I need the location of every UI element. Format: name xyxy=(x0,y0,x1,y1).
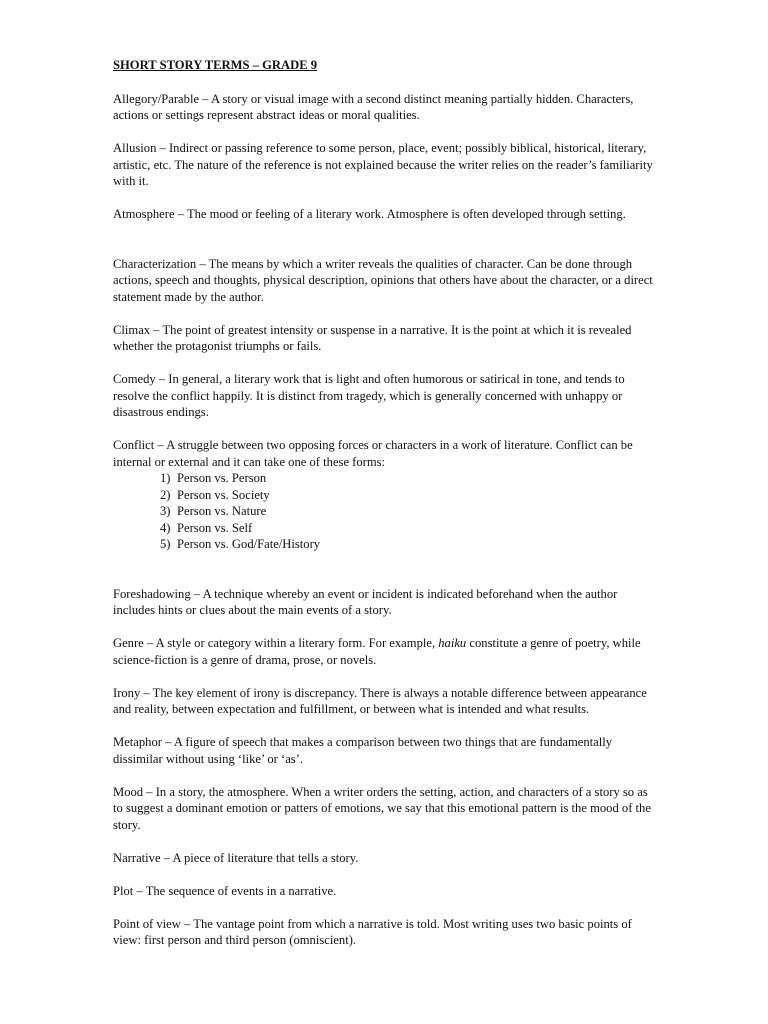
definition: The mood or feeling of a literary work. Atmosphere is often developed through setting. xyxy=(186,207,626,221)
term: Mood xyxy=(113,784,144,799)
term: Atmosphere xyxy=(113,207,175,221)
conflict-forms-list xyxy=(113,470,658,553)
list-number: 5) xyxy=(160,537,171,551)
entry-characterization: Characterization – The means by which a writer reveals the qualities of character. Can be done through actions, speech and thoughts, physical description, opinions that others have about the character, or a direct statement made by the author. xyxy=(113,256,653,304)
definition: A struggle between two opposing forces or characters in a work of literature. Conflict can be internal or external and it can take one of these forms: xyxy=(113,438,633,469)
term: Climax xyxy=(113,322,151,337)
entry-point-of-view: Point of view – The vantage point from which a narrative is told. Most writing uses two basic points of view: first person and third person (omniscient). xyxy=(113,916,632,947)
entry-foreshadowing: Foreshadowing – A technique whereby an event or incident is indicated beforehand when the author includes hints or clues about the main events of a story. xyxy=(113,586,618,617)
list-number: 1) xyxy=(160,471,171,485)
term: Comedy xyxy=(113,372,156,386)
document-title: SHORT STORY TERMS – GRADE 9 xyxy=(113,58,318,72)
definition: A technique whereby an event or incident is indicated beforehand when the author includes hints or clues about the main events of a story. xyxy=(113,586,618,617)
term: Genre xyxy=(113,636,144,650)
list-text: Person vs. Nature xyxy=(177,504,267,518)
term: Conflict xyxy=(113,438,155,452)
definition: The point of greatest intensity or suspense in a narrative. It is the point at which it is revealed whether the protagonist triumphs or fails. xyxy=(113,322,632,353)
document-body xyxy=(113,57,658,965)
term: Narrative xyxy=(113,850,161,865)
entry-climax: Climax – The point of greatest intensity or suspense in a narrative. It is the point at which it is revealed whether the protagonist triumphs or fails. xyxy=(113,322,632,353)
entry-comedy: Comedy – In general, a literary work that is light and often humorous or satirical in tone, and tends to resolve the conflict happily. It is distinct from tragedy, which is generally concerned with unhappy or disastrous endings. xyxy=(113,372,625,419)
definition: A figure of speech that makes a comparison between two things that are fundamentally dissimilar without using ‘like’ or ‘as’. xyxy=(113,735,613,766)
list-text: Person vs. Society xyxy=(177,487,270,502)
entry-genre: Genre – A style or category within a literary form. For example, haiku constitute a genre of poetry, while science-fiction is a genre of drama, prose, or novels. xyxy=(113,636,641,667)
list-item xyxy=(160,520,658,537)
entry-atmosphere: Atmosphere – The mood or feeling of a literary work. Atmosphere is often developed through setting. xyxy=(113,207,626,221)
entry-conflict: Conflict – A struggle between two opposing forces or characters in a work of literature. Conflict can be internal or external and it can take one of these forms: 1) Person vs. Person 2) Person vs. Society 3) Person vs. Nature 4) Person vs. Self 5) Person vs. God/Fate/History xyxy=(113,437,658,553)
list-number: 2) xyxy=(160,487,171,502)
entry-allegory: Allegory/Parable – A story or visual image with a second distinct meaning partially hidden. Characters, actions or settings represent abstract ideas or moral qualities. xyxy=(113,91,634,122)
definition: The means by which a writer reveals the qualities of character. Can be done through actions, speech and thoughts, physical description, opinions that others have about the character, or a direct statement made by the author. xyxy=(113,256,653,304)
definition: The key element of irony is discrepancy. There is always a notable difference between appearance and reality, between expectation and fulfillment, or between what is intended and what results. xyxy=(113,685,647,716)
list-text: Person vs. God/Fate/History xyxy=(177,537,321,551)
term: Foreshadowing xyxy=(113,586,191,601)
definition: In general, a literary work that is light and often humorous or satirical in tone, and tends to resolve the conflict happily. It is distinct from tragedy, which is generally concerned with unhappy or disastrous endings. xyxy=(113,372,625,419)
entry-narrative: Narrative – A piece of literature that tells a story. xyxy=(113,850,359,865)
definition: A piece of literature that tells a story. xyxy=(172,850,359,865)
definition-part: A style or category within a literary form. For example, xyxy=(155,636,439,650)
definition: In a story, the atmosphere. When a writer orders the setting, action, and characters of a story so as to suggest a dominant emotion or patters of emotions, we say that this emotional pattern is the mood of the story. xyxy=(113,784,651,832)
definition-emphasis: haiku xyxy=(438,636,467,650)
definition: The vantage point from which a narrative is told. Most writing uses two basic points of view: first person and third person (omniscient). xyxy=(113,916,632,947)
entry-irony: Irony – The key element of irony is discrepancy. There is always a notable difference between appearance and reality, between expectation and fulfillment, or between what is intended and what results. xyxy=(113,685,647,716)
entry-allusion: Allusion – Indirect or passing reference to some person, place, event; possibly biblical, historical, literary, artistic, etc. The nature of the reference is not explained because the writer relies on the reader’s familiarity with it. xyxy=(113,141,653,188)
term: Plot xyxy=(113,883,134,898)
definition: The sequence of events in a narrative. xyxy=(145,883,337,898)
definition-part: constitute a genre of poetry, while science-fiction is a genre of drama, prose, or novels. xyxy=(113,636,641,667)
list-number: 4) xyxy=(160,520,171,535)
term: Allusion xyxy=(113,141,157,155)
list-item xyxy=(160,470,658,487)
list-item xyxy=(160,503,658,520)
entry-metaphor: Metaphor – A figure of speech that makes a comparison between two things that are fundamentally dissimilar without using ‘like’ or ‘as’. xyxy=(113,735,613,766)
definition: Indirect or passing reference to some person, place, event; possibly biblical, historical, literary, artistic, etc. The nature of the reference is not explained because the writer relies on the reader’s familiarity with it. xyxy=(113,141,653,188)
term: Characterization xyxy=(113,256,197,271)
term: Irony xyxy=(113,685,141,700)
term: Point of view xyxy=(113,916,181,931)
list-item xyxy=(160,487,658,504)
entry-plot: Plot – The sequence of events in a narrative. xyxy=(113,883,337,898)
list-text: Person vs. Person xyxy=(177,471,267,485)
list-number: 3) xyxy=(160,504,171,518)
term: Allegory/Parable xyxy=(113,91,200,106)
term: Metaphor xyxy=(113,735,162,749)
list-item xyxy=(160,536,658,553)
definition: A story or visual image with a second distinct meaning partially hidden. Characters, actions or settings represent abstract ideas or moral qualities. xyxy=(113,91,634,122)
list-text: Person vs. Self xyxy=(177,520,253,535)
entry-mood: Mood – In a story, the atmosphere. When a writer orders the setting, action, and characters of a story so as to suggest a dominant emotion or patters of emotions, we say that this emotional pattern is the mood of the story. xyxy=(113,784,651,832)
